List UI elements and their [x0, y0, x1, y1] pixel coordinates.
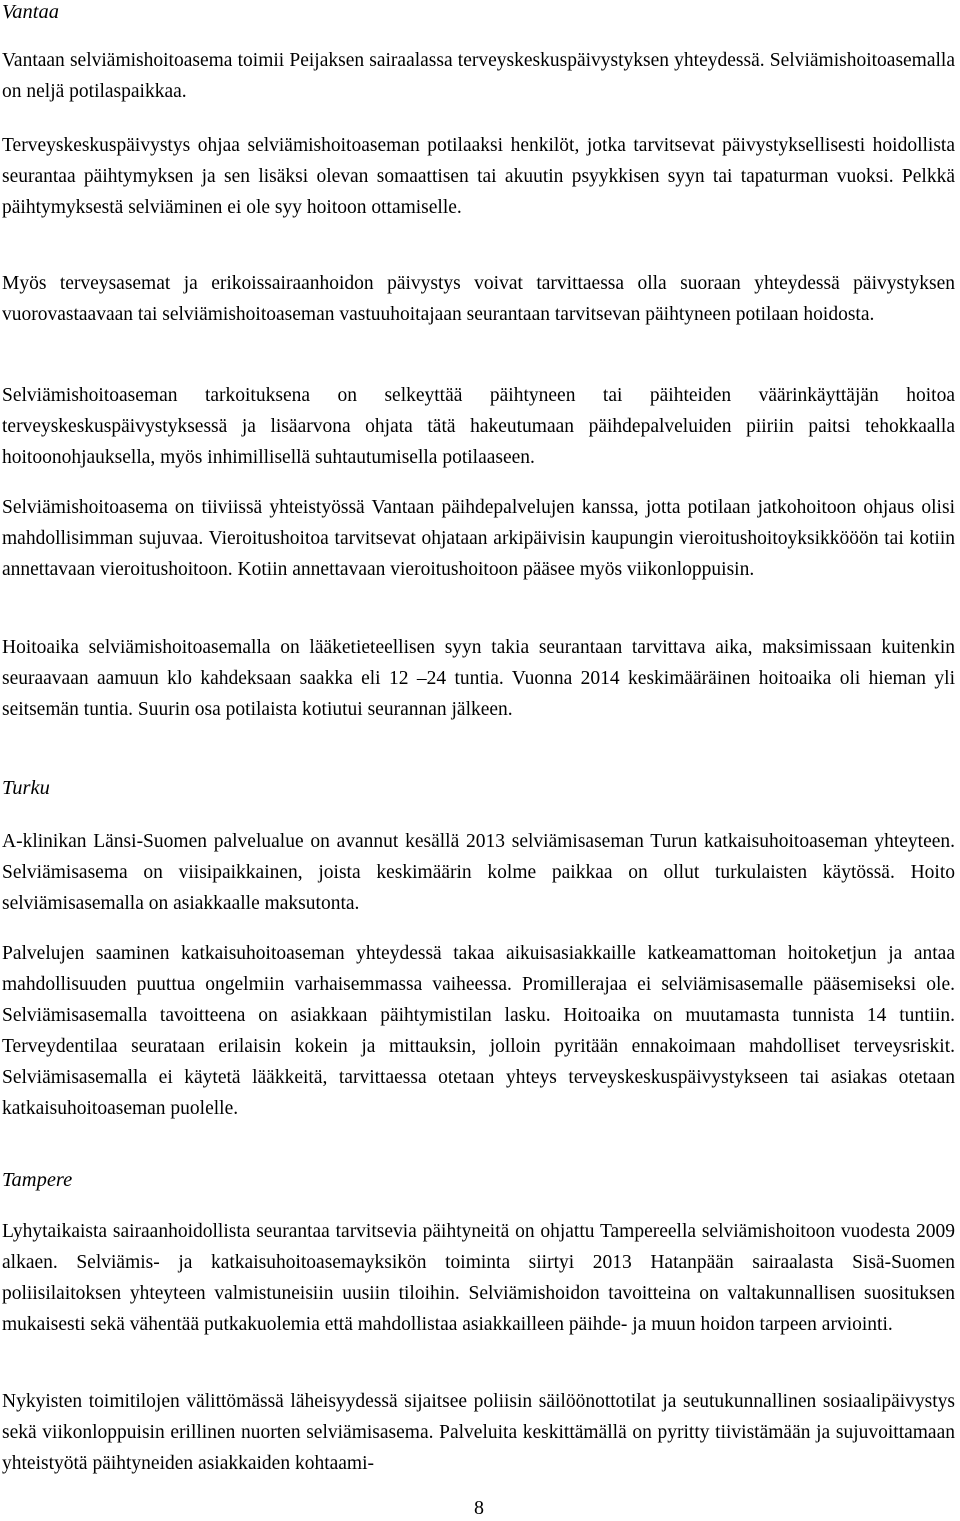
paragraph: Lyhytaikaista sairaanhoidollista seurantaa tarvitsevia päihtyneitä on ohjattu Tampereella selviämishoitoon vuodesta 2009 alkaen. Selviämis- ja katkaisuhoitoasemayksikön toiminta siirtyi 2013 Hatanpään sairaalasta Sisä-Suomen poliisilaitoksen yhteyteen valmistuneisiin uusiin tiloihin. Selviämishoidon tavoitteina on valtakunnallisen suosituksen mukaisesti sekä vähentää putkakuolemia että mahdollistaa asiakkailleen päihde- ja muun hoidon tarpeen arviointi. — [2, 1221, 955, 1335]
paragraph: Selviämishoitoaseman tarkoituksena on selkeyttää päihtyneen tai päihteiden väärinkäyttäjän hoitoa terveyskeskuspäivystyksessä ja lisäarvona ohjata tätä hakeutumaan päihdepalveluiden piiriin paitsi tehokkaalla hoitoonohjauksella, myös inhimillisellä suhtautumisella potilaaseen. — [2, 385, 955, 468]
page-number: 8 — [474, 1497, 484, 1519]
section-heading-turku: Turku — [2, 777, 50, 799]
section-heading-tampere: Tampere — [2, 1169, 73, 1191]
paragraph: Selviämishoitoasema on tiiviissä yhteistyössä Vantaan päihdepalvelujen kanssa, jotta potilaan jatkohoitoon ohjaus olisi mahdollisimman sujuvaa. Vieroitushoitoa tarvitsevat ohjataan arkipäivisin kaupungin vieroitushoitoyksikkööön tai kotiin annettavaan vieroitushoitoon. Kotiin annettavaan vieroitushoitoon pääsee myös viikonloppuisin. — [2, 497, 955, 580]
paragraph: Palvelujen saaminen katkaisuhoitoaseman yhteydessä takaa aikuisasiakkaille katkeamattoman hoitoketjun ja antaa mahdollisuuden puuttua ongelmiin varhaisemmassa vaiheessa. Promillerajaa ei selviämisasemalle pääsemiseksi ole. Selviämisasemalla tavoitteena on asiakkaan päihtymistilan lasku. Hoitoaika on muutamasta tunnista 14 tuntiin. Terveydentilaa seurataan erilaisin kokein ja mittauksin, jolloin pyritään ennakoimaan mahdolliset terveysriskit. Selviämisasemalla ei käytetä lääkkeitä, tarvittaessa otetaan yhteys terveyskeskuspäivystykseen tai asiakas otetaan katkaisuhoitoaseman puolelle. — [2, 943, 955, 1119]
paragraph: Vantaan selviämishoitoasema toimii Peijaksen sairaalassa terveyskeskuspäivystyksen yhteydessä. Selviämishoitoasemalla on neljä potilaspaikkaa. — [2, 50, 955, 102]
section-heading-vantaa: Vantaa — [2, 1, 59, 23]
paragraph: Hoitoaika selviämishoitoasemalla on lääketieteellisen syyn takia seurantaan tarvittava aika, maksimissaan kuitenkin seuraavaan aamuun klo kahdeksaan saakka eli 12 –24 tuntia. Vuonna 2014 keskimääräinen hoitoaika oli hieman yli seitsemän tuntia. Suurin osa potilaista kotiutui seurannan jälkeen. — [2, 637, 955, 720]
paragraph: Nykyisten toimitilojen välittömässä läheisyydessä sijaitsee poliisin säilöönottotilat ja seutukunnallinen sosiaalipäivystys sekä viikonloppuisin erillinen nuorten selviämisasema. Palveluita keskittämällä on pyritty tiivistämään ja sujuvoittamaan yhteistyötä päihtyneiden asiakkaiden kohtaami- — [2, 1391, 955, 1474]
paragraph: A-klinikan Länsi-Suomen palvelualue on avannut kesällä 2013 selviämisaseman Turun katkaisuhoitoaseman yhteyteen. Selviämisasema on viisipaikkainen, joista keskimäärin kolme paikkaa on ollut turkulaisten käytössä. Hoito selviämisasemalla on asiakkaalle maksutonta. — [2, 831, 955, 914]
paragraph: Terveyskeskuspäivystys ohjaa selviämishoitoaseman potilaaksi henkilöt, jotka tarvitsevat päivystyksellisesti hoidollista seurantaa päihtymyksen ja sen lisäksi olevan somaattisen tai akuutin psyykkisen syyn tai tapaturman vuoksi. Pelkkä päihtymyksestä selviäminen ei ole syy hoitoon ottamiselle. — [2, 135, 955, 218]
paragraph: Myös terveysasemat ja erikoissairaanhoidon päivystys voivat tarvittaessa olla suoraan yhteydessä päivystyksen vuorovastaavaan tai selviämishoitoaseman vastuuhoitajaan seurantaan tarvitsevan päihtyneen potilaan hoidosta. — [2, 273, 955, 325]
